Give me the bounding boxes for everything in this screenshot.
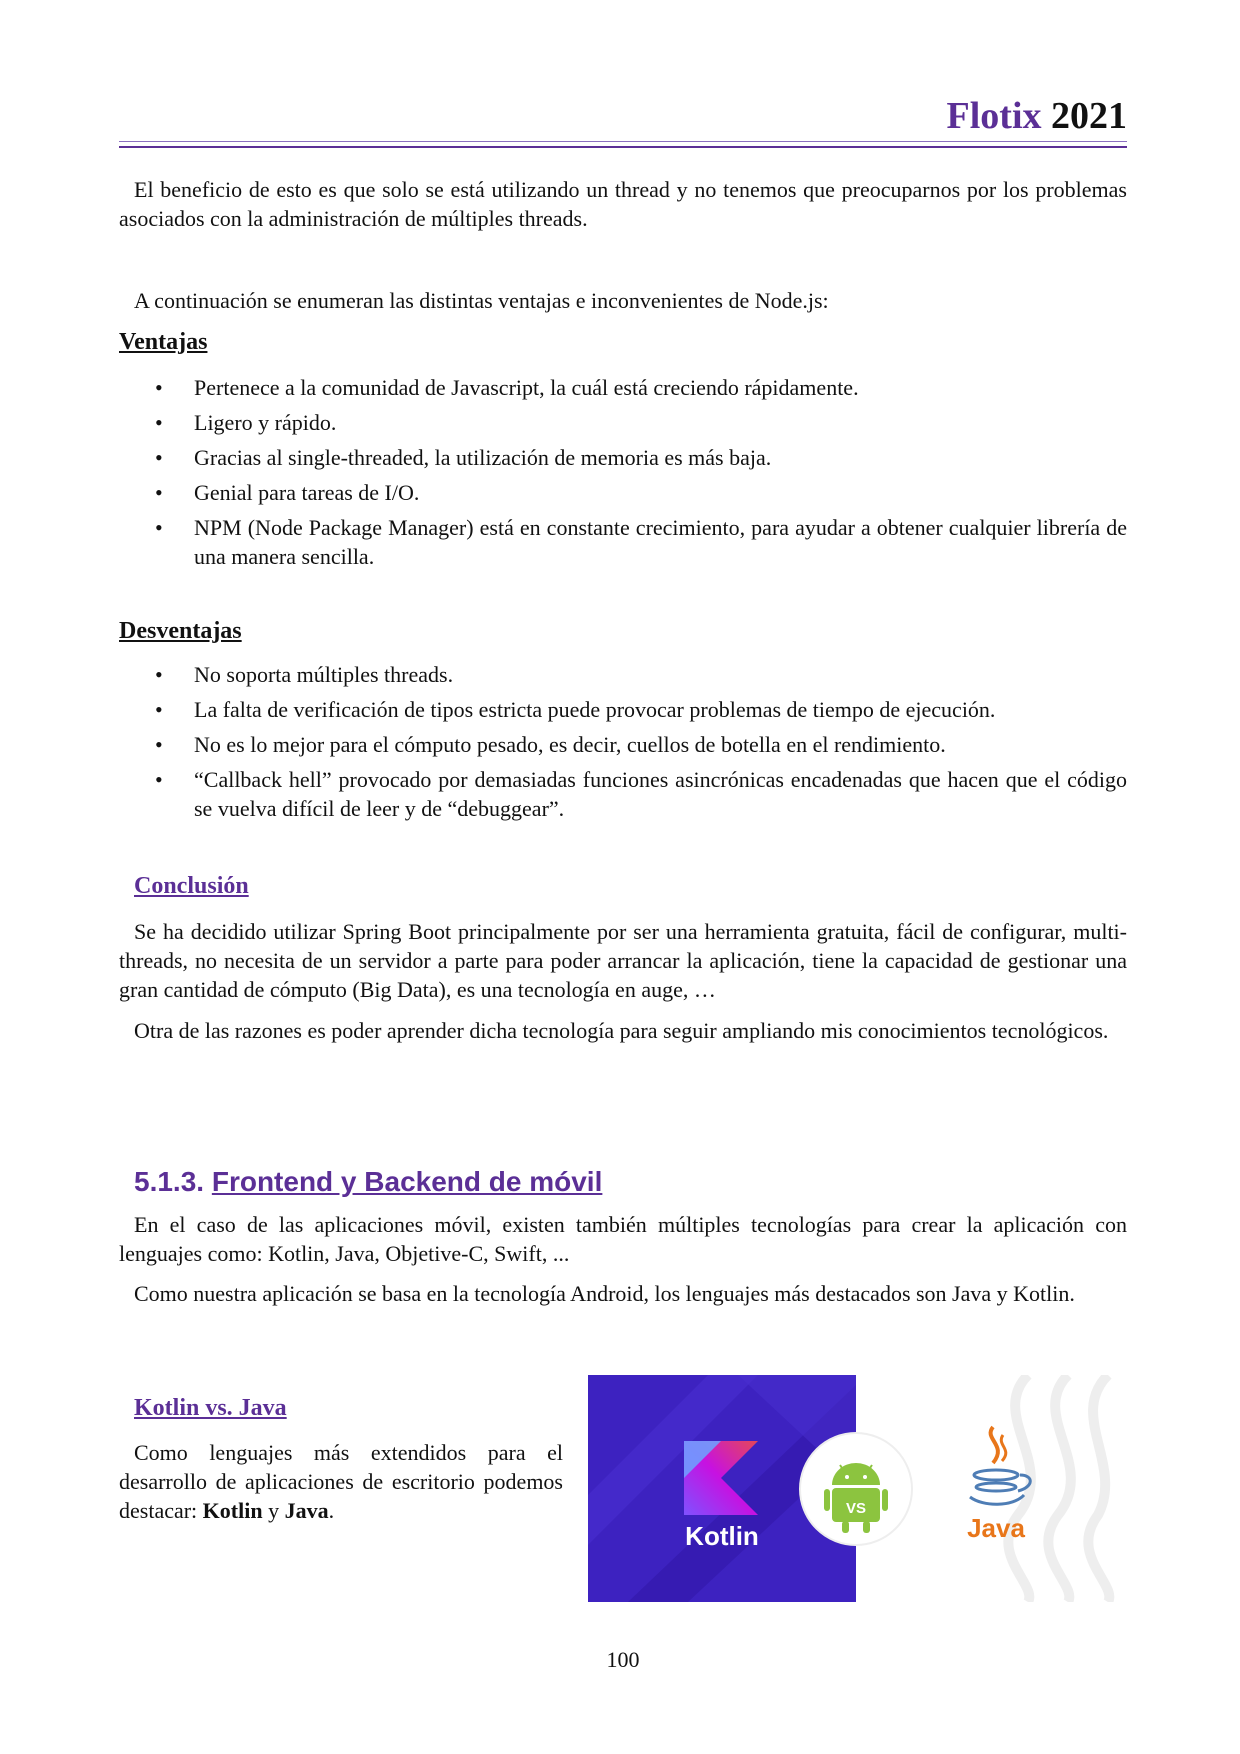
kotlin-vs-java-graphic bbox=[588, 1375, 1124, 1602]
bullet-icon: • bbox=[155, 515, 163, 540]
header-brand: Flotix bbox=[946, 95, 1042, 137]
java-term: Java bbox=[284, 1498, 329, 1523]
section-title: Frontend y Backend de móvil bbox=[211, 1166, 603, 1197]
list-item: • NPM (Node Package Manager) está en constante crecimiento, para ayudar a obtener cualquier librería de una manera sencilla. bbox=[155, 515, 1127, 569]
header-year: 2021 bbox=[1051, 95, 1127, 137]
ventajas-heading: Ventajas bbox=[119, 329, 208, 355]
section-number: 5.1.3. bbox=[134, 1166, 205, 1197]
list-item: • Ligero y rápido. bbox=[155, 410, 337, 435]
bullet-icon: • bbox=[155, 375, 163, 400]
list-item: • La falta de verificación de tipos estricta puede provocar problemas de tiempo de ejecución. bbox=[155, 697, 996, 722]
conclusion-paragraph-2: Otra de las razones es poder aprender dicha tecnología para seguir ampliando mis conocimientos tecnológicos. bbox=[134, 1018, 1109, 1043]
bullet-icon: • bbox=[155, 445, 163, 470]
list-item: • Pertenece a la comunidad de Javascript, la cuál está creciendo rápidamente. bbox=[155, 375, 859, 400]
java-label: Java bbox=[967, 1513, 1025, 1543]
kotlin-vs-java-image bbox=[588, 1375, 1124, 1602]
list-item: • “Callback hell” provocado por demasiadas funciones asincrónicas encadenadas que hacen que el código se vuelva difícil de leer y de “debuggear”. bbox=[155, 767, 1127, 821]
android-vs-badge-icon bbox=[800, 1433, 912, 1545]
bullet-icon: • bbox=[155, 767, 163, 792]
conclusion-heading: Conclusión bbox=[134, 873, 249, 899]
page-number: 100 bbox=[606, 1647, 640, 1672]
bullet-icon: • bbox=[155, 732, 163, 757]
vs-label: VS bbox=[845, 1500, 867, 1517]
bullet-icon: • bbox=[155, 697, 163, 722]
list-item: • Gracias al single-threaded, la utilización de memoria es más baja. bbox=[155, 445, 772, 470]
desventajas-list bbox=[119, 660, 1127, 829]
list-item: • No es lo mejor para el cómputo pesado, es decir, cuellos de botella en el rendimiento. bbox=[155, 732, 946, 757]
list-item: • No soporta múltiples threads. bbox=[155, 662, 454, 687]
page-header bbox=[947, 92, 1127, 140]
ventajas-list bbox=[119, 373, 1127, 577]
kotlin-java-paragraph: Como lenguajes más extendidos para el desarrollo de aplicaciones de escritorio podemos destacar: Kotlin y Java. bbox=[119, 1440, 563, 1523]
conclusion-paragraph-1: Se ha decidido utilizar Spring Boot principalmente por ser una herramienta gratuita, fácil de configurar, multi-threads, no necesita de un servidor a parte para poder arrancar la aplicación, tiene la capacidad de gestionar una gran cantidad de cómputo (Big Data), es una tecnología en auge, … bbox=[119, 919, 1127, 1002]
bullet-icon: • bbox=[155, 662, 163, 687]
section-paragraph-1: En el caso de las aplicaciones móvil, existen también múltiples tecnologías para crear la aplicación con lenguajes como: Kotlin, Java, Objetive-C, Swift, ... bbox=[119, 1212, 1127, 1266]
kotlin-java-heading: Kotlin vs. Java bbox=[134, 1395, 287, 1421]
list-item: • Genial para tareas de I/O. bbox=[155, 480, 420, 505]
kotlin-label: Kotlin bbox=[685, 1521, 759, 1551]
bullet-icon: • bbox=[155, 480, 163, 505]
header-rule bbox=[119, 141, 1127, 148]
section-paragraph-2: Como nuestra aplicación se basa en la tecnología Android, los lenguajes más destacados son Java y Kotlin. bbox=[134, 1281, 1075, 1306]
section-heading bbox=[134, 1164, 602, 1200]
intro-paragraph-2: A continuación se enumeran las distintas ventajas e inconvenientes de Node.js: bbox=[134, 288, 829, 313]
kotlin-term: Kotlin bbox=[202, 1498, 263, 1523]
desventajas-heading: Desventajas bbox=[119, 618, 242, 644]
bullet-icon: • bbox=[155, 410, 163, 435]
intro-paragraph-1: El beneficio de esto es que solo se está utilizando un thread y no tenemos que preocuparnos por los problemas asociados con la administración de múltiples threads. bbox=[119, 177, 1127, 231]
